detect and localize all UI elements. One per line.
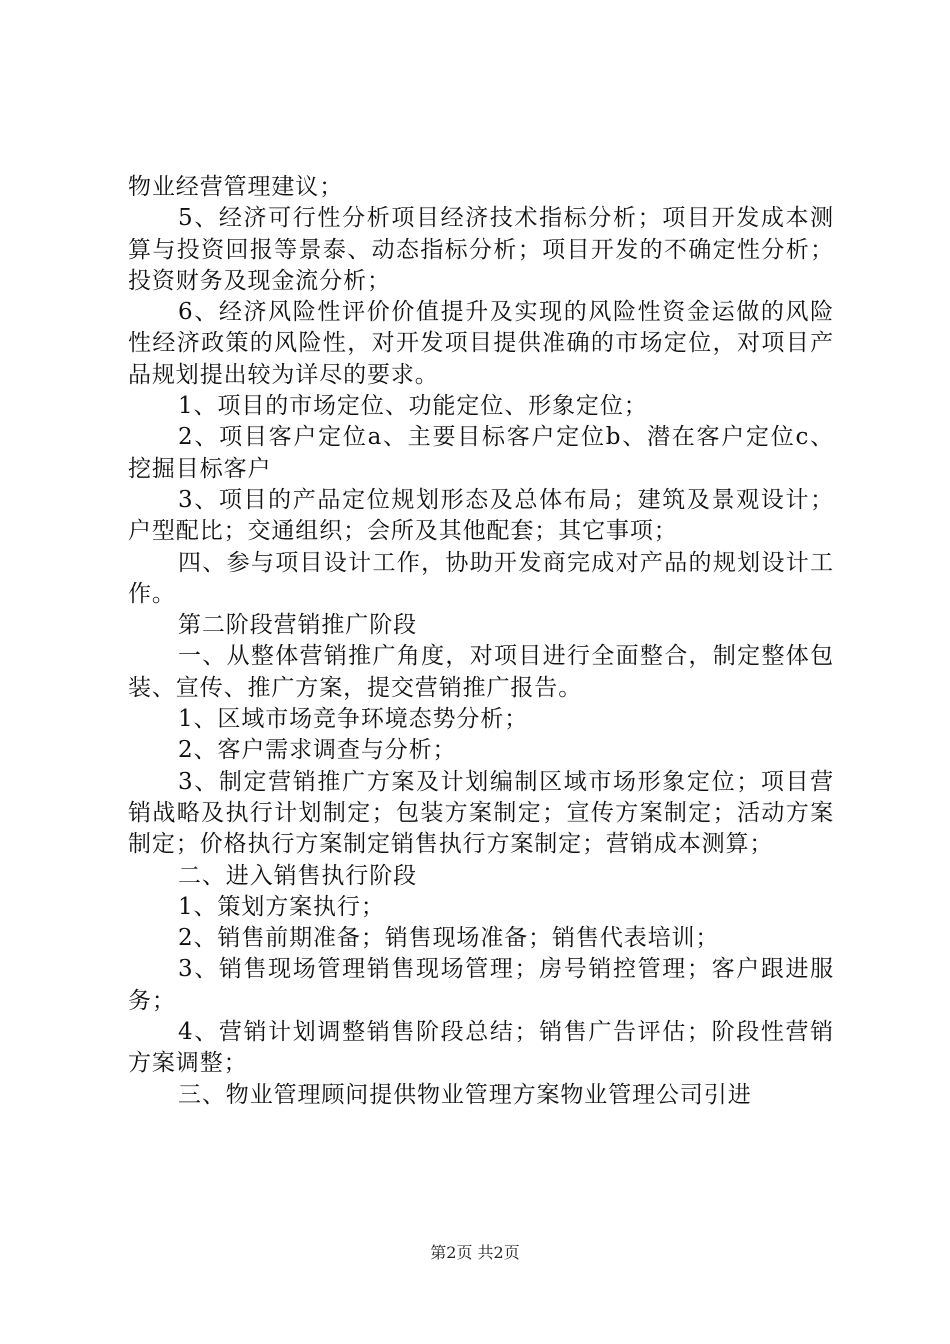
paragraph-15: 3、销售现场管理销售现场管理；房号销控管理；客户跟进服务； (128, 956, 834, 1014)
paragraph-3: 1、项目的市场定位、功能定位、形象定位； (178, 393, 648, 420)
paragraph-5: 3、项目的产品定位规划形态及总体布局；建筑及景观设计；户型配比；交通组织；会所及其他配套；其它事项； (128, 486, 834, 545)
paragraph-17: 三、物业管理顾问提供物业管理方案物业管理公司引进 (178, 1081, 752, 1108)
page-number-footer: 第2页 共2页 (430, 1243, 520, 1262)
paragraph-13: 1、策划方案执行； (178, 893, 385, 920)
paragraph-2: 6、经济风险性评价价值提升及实现的风险性资金运做的风险性经济政策的风险性，对开发项目提供准确的市场定位，对项目产品规划提出较为详尽的要求。 (128, 299, 834, 388)
paragraph-12: 二、进入销售执行阶段 (178, 862, 417, 889)
paragraph-1: 5、经济可行性分析项目经济技术指标分析；项目开发成本测算与投资回报等景泰、动态指标分析；项目开发的不确定性分析；投资财务及现金流分析； (128, 205, 834, 294)
paragraph-9: 1、区域市场竞争环境态势分析； (178, 706, 529, 733)
paragraph-6: 四、参与项目设计工作，协助开发商完成对产品的规划设计工作。 (128, 549, 834, 607)
paragraph-8: 一、从整体营销推广角度，对项目进行全面整合，制定整体包装、宣传、推广方案，提交营销推广报告。 (128, 643, 834, 701)
paragraph-11: 3、制定营销推广方案及计划编制区域市场形象定位；项目营销战略及执行计划制定；包装方案制定；宣传方案制定；活动方案制定；价格执行方案制定销售执行方案制定；营销成本测算； (128, 768, 834, 858)
section-heading-stage-2: 第二阶段营销推广阶段 (178, 612, 417, 639)
paragraph-14: 2、销售前期准备；销售现场准备；销售代表培训； (178, 925, 720, 952)
document-body (128, 172, 834, 1111)
paragraph-0: 物业经营管理建议； (128, 174, 344, 200)
paragraph-10: 2、客户需求调查与分析； (178, 737, 457, 764)
paragraph-4: 2、项目客户定位a、主要目标客户定位b、潜在客户定位c、挖掘目标客户 (128, 424, 834, 482)
paragraph-16: 4、营销计划调整销售阶段总结；销售广告评估；阶段性营销方案调整； (128, 1019, 834, 1077)
